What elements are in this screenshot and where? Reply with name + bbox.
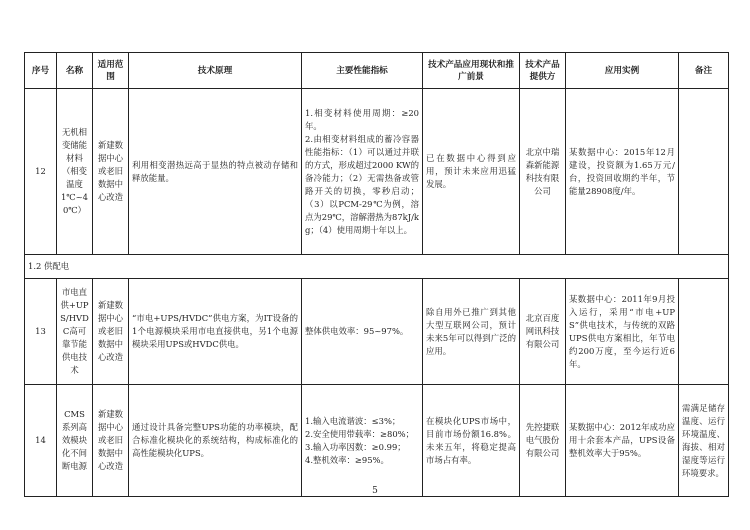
header-cell: 技术产品提供方 [520, 53, 566, 89]
principle: 通过设计具备完整UPS功能的功率模块，配合标准化模块化的系统结构，构成标准化的高性能模块化UPS。 [129, 385, 302, 497]
metrics [302, 89, 423, 255]
metric-line: 1.输入电流谐波：≤3%； [305, 415, 401, 426]
principle: 利用相变潜热远高于显热的特点被动存储和释放能量。 [129, 89, 302, 255]
row-number: 12 [25, 89, 57, 255]
header-row [25, 53, 729, 89]
table-row [25, 89, 729, 255]
metric-line: 2.由相变材料组成的蓄冷容器性能指标：（1）可以通过并联的方式，形成超过2000 KW的备冷能力；（2）无需热备或管路开关的切换，零秒启动；（3）以PCM-29℃为例，溶点为29℃，溶解潜热为87kJ/kg；（4）使用周期十年以上。 [305, 133, 420, 235]
metric-line: 整体供电效率：95~97%。 [305, 326, 409, 336]
metric-line: 2.安全使用带载率：≥80%； [305, 428, 414, 439]
remark: 需满足储存温度、运行环境温度、海拔、相对湿度等运行环境要求。 [679, 385, 729, 497]
page-number: 5 [372, 486, 378, 496]
metric-line: 4.整机效率：≥95%。 [305, 454, 389, 465]
table-row [25, 279, 729, 385]
header-cell: 技术产品应用现状和推广前景 [423, 53, 520, 89]
metrics [302, 385, 423, 497]
scope: 新建数据中心或老旧数据中心改造 [93, 89, 129, 255]
application-status: 除自用外已推广到其他大型互联网公司，预计未来5年可以得到广泛的应用。 [423, 279, 520, 385]
application-status: 已在数据中心得到应用，预计未来应用迅猛发展。 [423, 89, 520, 255]
metrics [302, 279, 423, 385]
row-number: 13 [25, 279, 57, 385]
technology-table [24, 52, 729, 497]
remark [679, 279, 729, 385]
header-cell: 主要性能指标 [302, 53, 423, 89]
header-cell: 备注 [679, 53, 729, 89]
header-cell: 适用范围 [93, 53, 129, 89]
header-cell: 名称 [57, 53, 93, 89]
row-number: 14 [25, 385, 57, 497]
header-cell: 应用实例 [566, 53, 679, 89]
section-heading: 1.2 供配电 [25, 255, 729, 279]
section-row [25, 255, 729, 279]
tech-name: CMS系列高效模块化不间断电源 [57, 385, 93, 497]
provider: 先控捷联电气股份有限公司 [520, 385, 566, 497]
scope: 新建数据中心或老旧数据中心改造 [93, 279, 129, 385]
remark [679, 89, 729, 255]
application-example: 某数据中心：2011年9月投入运行，采用“市电+UPS”供电技术，与传统的双路UPS供电方案相比，年节电约200万度，至今运行近6年。 [566, 279, 679, 385]
application-status: 在模块化UPS市场中，目前市场份额16.8%。未来五年，将稳定提高市场占有率。 [423, 385, 520, 497]
header-cell: 技术原理 [129, 53, 302, 89]
provider: 北京百度网讯科技有限公司 [520, 279, 566, 385]
header-cell: 序号 [25, 53, 57, 89]
table-row [25, 385, 729, 497]
principle: “市电+UPS/HVDC”供电方案，为IT设备的1个电源模块采用市电直接供电，另1个电源模块采用UPS或HVDC供电。 [129, 279, 302, 385]
metric-line: 3.输入功率因数：≥0.99； [305, 441, 406, 452]
application-example: 某数据中心：2012年成功应用十余套本产品，UPS设备整机效率大于95%。 [566, 385, 679, 497]
scope: 新建数据中心或老旧数据中心改造 [93, 385, 129, 497]
provider: 北京中瑞森新能源科技有限公司 [520, 89, 566, 255]
application-example: 某数据中心：2015年12月建设，投资额为1.65万元/台，投资回收期约半年，节能量28908度/年。 [566, 89, 679, 255]
tech-name: 无机相变储能材料（相变温度1℃~40℃） [57, 89, 93, 255]
metric-line: 1.相变材料使用周期：≥20年。 [305, 107, 419, 131]
tech-name: 市电直供+UPS/HVDC高可靠节能供电技术 [57, 279, 93, 385]
